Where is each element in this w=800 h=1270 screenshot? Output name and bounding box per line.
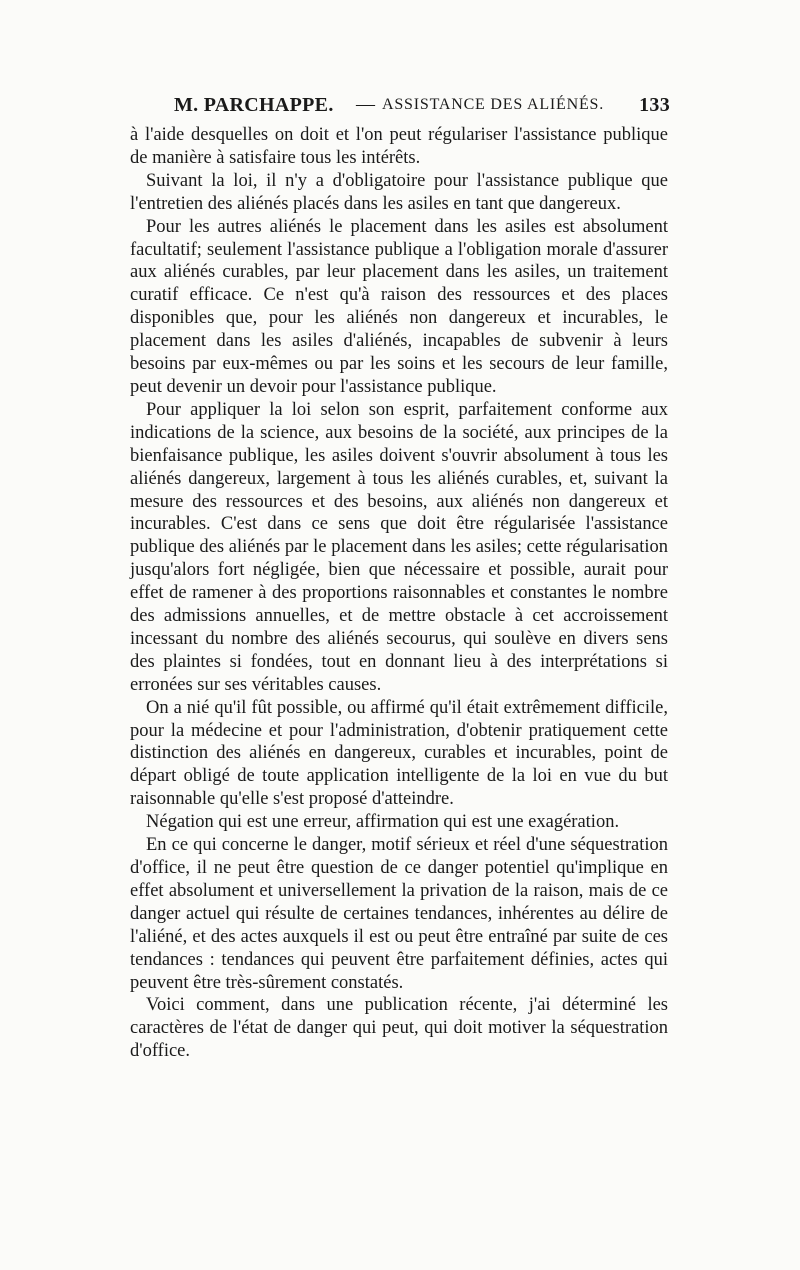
paragraph: Pour appliquer la loi selon son esprit, parfaitement conforme aux indications de la science, aux besoins de la société, aux principes de la bienfaisance publique, les asiles doivent s'ouvrir absolument à tous les aliénés dangereux, largement à tous les aliénés curables, et, suivant la mesure des ressources et des besoins, aux aliénés non dangereux et incurables. C'est dans ce sens que doit être régularisée l'assistance publique des aliénés par le placement dans les asiles; cette régularisation jusqu'alors fort négligée, bien que nécessaire et possible, aurait pour effet de ramener à des proportions raisonnables et constantes le nombre des admissions annuelles, et de mettre obstacle à cet accroissement incessant du nombre des aliénés secourus, qui soulève en divers sens des plaintes si fondées, tout en donnant lieu à des interprétations si erronées sur ses véritables causes. — [130, 399, 668, 695]
running-head — [130, 92, 670, 118]
paragraph: Pour les autres aliénés le placement dans les asiles est absolument facultatif; seulement l'assistance publique a l'obligation morale d'assurer aux aliénés curables, par leur placement dans les asiles, un traitement curatif efficace. Ce n'est qu'à raison des ressources et des places disponibles que, pour les aliénés non dangereux et incurables, le placement dans les asiles d'aliénés, incapables de subvenir à leurs besoins par eux-mêmes ou par les soins et les secours de leur famille, peut devenir un devoir pour l'assistance publique. — [130, 216, 668, 397]
header-separator: — — [356, 94, 376, 115]
paragraph-continuation: à l'aide desquelles on doit et l'on peut régulariser l'assistance publique de manière à satisfaire tous les intérêts. — [130, 125, 668, 168]
header-author: M. PARCHAPPE. — [174, 94, 334, 116]
paragraph: En ce qui concerne le danger, motif sérieux et réel d'une séquestration d'office, il ne peut être question de ce danger potentiel qu'implique en effet absolument et universellement la privation de la raison, mais de ce danger actuel qui résulte de certaines tendances, inhérentes au délire de l'aliéné, et des actes auxquels il est ou peut être entraîné par suite de ces tendances : tendances qui peuvent être parfaitement définies, actes qui peuvent être très-sûrement constatés. — [130, 835, 668, 993]
paragraph: Négation qui est une erreur, affirmation qui est une exagération. — [146, 812, 620, 833]
page-number: 133 — [639, 94, 670, 116]
paragraph: Suivant la loi, il n'y a d'obligatoire pour l'assistance publique que l'entretien des aliénés placés dans les asiles en tant que dangereux. — [130, 170, 668, 214]
body-text — [130, 124, 668, 1063]
paragraph: Voici comment, dans une publication récente, j'ai déterminé les caractères de l'état de danger qui peut, qui doit motiver la séquestration d'office. — [130, 995, 668, 1062]
paragraph: On a nié qu'il fût possible, ou affirmé qu'il était extrêmement difficile, pour la médecine et pour l'administration, d'obtenir pratiquement cette distinction des aliénés en dangereux, curables et incurables, point de départ obligé de toute application intelligente de la loi en vue du but raisonnable qu'elle s'est proposé d'atteindre. — [130, 697, 668, 810]
header-title: ASSISTANCE DES ALIÉNÉS. — [382, 96, 605, 113]
